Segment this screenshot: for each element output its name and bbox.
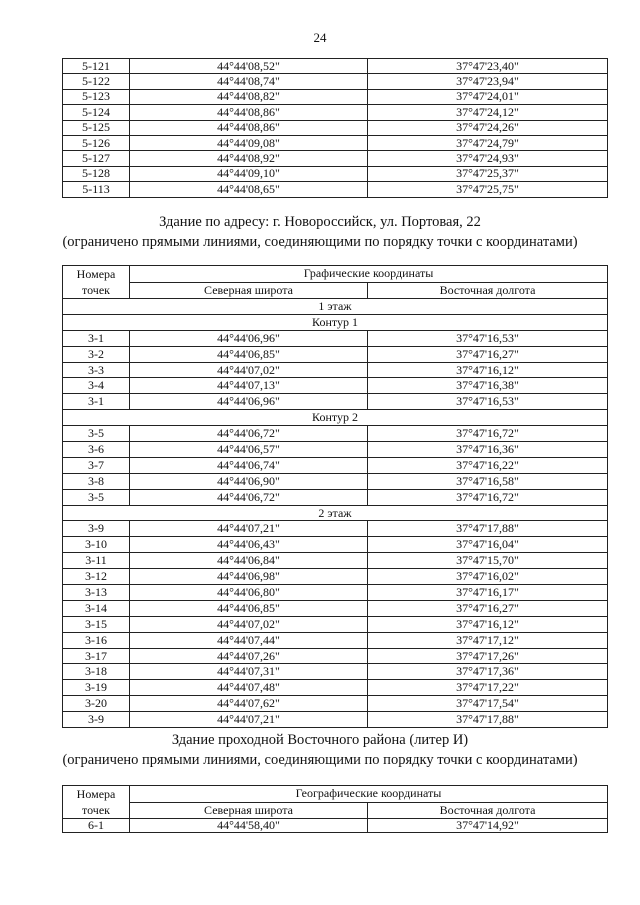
table-row bbox=[63, 600, 608, 616]
latitude: 44°44'06,85" bbox=[130, 600, 368, 616]
table-row bbox=[63, 648, 608, 664]
latitude: 44°44'09,10" bbox=[130, 166, 368, 181]
longitude: 37°47'24,01" bbox=[368, 89, 608, 104]
longitude: 37°47'16,58" bbox=[368, 473, 608, 489]
table-row bbox=[63, 696, 608, 712]
latitude: 44°44'06,43" bbox=[130, 537, 368, 553]
longitude: 37°47'23,94" bbox=[368, 74, 608, 89]
header-latitude: Северная широта bbox=[130, 802, 368, 819]
latitude: 44°44'06,80" bbox=[130, 585, 368, 601]
longitude: 37°47'16,22" bbox=[368, 457, 608, 473]
longitude: 37°47'16,04" bbox=[368, 537, 608, 553]
point-number: 3-13 bbox=[63, 585, 130, 601]
table-row bbox=[63, 537, 608, 553]
latitude: 44°44'08,74" bbox=[130, 74, 368, 89]
latitude: 44°44'07,02" bbox=[130, 362, 368, 378]
point-number: 3-9 bbox=[63, 712, 130, 728]
table-row bbox=[63, 166, 608, 181]
point-number: 3-5 bbox=[63, 489, 130, 505]
point-number: 3-16 bbox=[63, 632, 130, 648]
longitude: 37°47'17,26" bbox=[368, 648, 608, 664]
point-number: 3-1 bbox=[63, 394, 130, 410]
point-number: 5-126 bbox=[63, 135, 130, 150]
table-row bbox=[63, 151, 608, 166]
section-row bbox=[63, 299, 608, 315]
longitude: 37°47'24,93" bbox=[368, 151, 608, 166]
point-number: 3-9 bbox=[63, 521, 130, 537]
point-number: 3-7 bbox=[63, 457, 130, 473]
latitude: 44°44'06,72" bbox=[130, 489, 368, 505]
section-row bbox=[63, 505, 608, 521]
point-number: 5-128 bbox=[63, 166, 130, 181]
longitude: 37°47'16,27" bbox=[368, 346, 608, 362]
header-coordinates: Графические координаты bbox=[130, 266, 608, 283]
header-row bbox=[63, 786, 608, 803]
point-number: 3-10 bbox=[63, 537, 130, 553]
latitude: 44°44'08,65" bbox=[130, 182, 368, 197]
header-latitude: Северная широта bbox=[130, 282, 368, 299]
point-number: 3-3 bbox=[63, 362, 130, 378]
header-points: Номера точек bbox=[63, 786, 130, 819]
longitude: 37°47'25,37" bbox=[368, 166, 608, 181]
longitude: 37°47'16,17" bbox=[368, 585, 608, 601]
longitude: 37°47'14,92" bbox=[368, 819, 608, 833]
longitude: 37°47'17,54" bbox=[368, 696, 608, 712]
point-number: 3-12 bbox=[63, 569, 130, 585]
table-row bbox=[63, 182, 608, 197]
table-row bbox=[63, 521, 608, 537]
point-number: 3-14 bbox=[63, 600, 130, 616]
section-label: 2 этаж bbox=[63, 505, 608, 521]
coordinates-table-portovaya bbox=[62, 265, 608, 728]
table-row bbox=[63, 74, 608, 89]
latitude: 44°44'07,26" bbox=[130, 648, 368, 664]
header-row bbox=[63, 266, 608, 283]
page-number: 24 bbox=[313, 30, 327, 45]
latitude: 44°44'07,62" bbox=[130, 696, 368, 712]
point-number: 3-17 bbox=[63, 648, 130, 664]
table-row bbox=[63, 378, 608, 394]
latitude: 44°44'07,13" bbox=[130, 378, 368, 394]
section3-title: Здание проходной Восточного района (литер И) bbox=[171, 732, 469, 748]
point-number: 3-6 bbox=[63, 442, 130, 458]
table-row bbox=[63, 632, 608, 648]
point-number: 5-113 bbox=[63, 182, 130, 197]
table-row bbox=[63, 457, 608, 473]
section-row bbox=[63, 410, 608, 426]
longitude: 37°47'16,72" bbox=[368, 426, 608, 442]
latitude: 44°44'07,02" bbox=[130, 616, 368, 632]
point-number: 3-2 bbox=[63, 346, 130, 362]
latitude: 44°44'06,72" bbox=[130, 426, 368, 442]
coordinates-table-continued bbox=[62, 58, 608, 198]
point-number: 6-1 bbox=[63, 819, 130, 833]
latitude: 44°44'07,48" bbox=[130, 680, 368, 696]
point-number: 5-123 bbox=[63, 89, 130, 104]
point-number: 3-11 bbox=[63, 553, 130, 569]
longitude: 37°47'17,22" bbox=[368, 680, 608, 696]
longitude: 37°47'17,12" bbox=[368, 632, 608, 648]
table-row bbox=[63, 680, 608, 696]
longitude: 37°47'24,12" bbox=[368, 105, 608, 120]
table-row bbox=[63, 105, 608, 120]
latitude: 44°44'07,31" bbox=[130, 664, 368, 680]
table-row bbox=[63, 394, 608, 410]
table-row bbox=[63, 489, 608, 505]
section-label: 1 этаж bbox=[63, 299, 608, 315]
longitude: 37°47'15,70" bbox=[368, 553, 608, 569]
longitude: 37°47'24,26" bbox=[368, 120, 608, 135]
longitude: 37°47'16,72" bbox=[368, 489, 608, 505]
longitude: 37°47'16,53" bbox=[368, 330, 608, 346]
latitude: 44°44'06,74" bbox=[130, 457, 368, 473]
longitude: 37°47'17,88" bbox=[368, 712, 608, 728]
latitude: 44°44'08,86" bbox=[130, 120, 368, 135]
section3-subtitle: (ограничено прямыми линиями, соединяющими по порядку точки с координатами) bbox=[62, 752, 578, 768]
table-row bbox=[63, 819, 608, 833]
longitude: 37°47'16,38" bbox=[368, 378, 608, 394]
table-row bbox=[63, 712, 608, 728]
header-longitude: Восточная долгота bbox=[368, 282, 608, 299]
latitude: 44°44'07,44" bbox=[130, 632, 368, 648]
point-number: 5-125 bbox=[63, 120, 130, 135]
point-number: 3-15 bbox=[63, 616, 130, 632]
table-row bbox=[63, 120, 608, 135]
longitude: 37°47'16,12" bbox=[368, 362, 608, 378]
point-number: 3-18 bbox=[63, 664, 130, 680]
table-row bbox=[63, 330, 608, 346]
point-number: 5-122 bbox=[63, 74, 130, 89]
header-longitude: Восточная долгота bbox=[368, 802, 608, 819]
table-row bbox=[63, 473, 608, 489]
point-number: 5-121 bbox=[63, 59, 130, 74]
section-label: Контур 1 bbox=[63, 314, 608, 330]
latitude: 44°44'06,90" bbox=[130, 473, 368, 489]
latitude: 44°44'08,86" bbox=[130, 105, 368, 120]
latitude: 44°44'06,98" bbox=[130, 569, 368, 585]
table-row bbox=[63, 362, 608, 378]
longitude: 37°47'17,88" bbox=[368, 521, 608, 537]
point-number: 3-8 bbox=[63, 473, 130, 489]
point-number: 3-1 bbox=[63, 330, 130, 346]
table-row bbox=[63, 553, 608, 569]
header-coordinates: Географические координаты bbox=[130, 786, 608, 803]
longitude: 37°47'17,36" bbox=[368, 664, 608, 680]
latitude: 44°44'06,96" bbox=[130, 330, 368, 346]
table-row bbox=[63, 442, 608, 458]
latitude: 44°44'09,08" bbox=[130, 135, 368, 150]
point-number: 5-124 bbox=[63, 105, 130, 120]
longitude: 37°47'16,02" bbox=[368, 569, 608, 585]
latitude: 44°44'06,84" bbox=[130, 553, 368, 569]
table-row bbox=[63, 569, 608, 585]
table-row bbox=[63, 346, 608, 362]
latitude: 44°44'07,21" bbox=[130, 712, 368, 728]
latitude: 44°44'08,82" bbox=[130, 89, 368, 104]
table-row bbox=[63, 616, 608, 632]
header-points: Номера точек bbox=[63, 266, 130, 299]
table-row bbox=[63, 89, 608, 104]
header-row bbox=[63, 282, 608, 299]
latitude: 44°44'58,40" bbox=[130, 819, 368, 833]
latitude: 44°44'06,57" bbox=[130, 442, 368, 458]
point-number: 5-127 bbox=[63, 151, 130, 166]
latitude: 44°44'08,52" bbox=[130, 59, 368, 74]
point-number: 3-5 bbox=[63, 426, 130, 442]
table-row bbox=[63, 585, 608, 601]
longitude: 37°47'24,79" bbox=[368, 135, 608, 150]
section-label: Контур 2 bbox=[63, 410, 608, 426]
latitude: 44°44'08,92" bbox=[130, 151, 368, 166]
longitude: 37°47'23,40" bbox=[368, 59, 608, 74]
section2-title: Здание по адресу: г. Новороссийск, ул. Портовая, 22 bbox=[159, 214, 481, 230]
table-row bbox=[63, 664, 608, 680]
longitude: 37°47'16,27" bbox=[368, 600, 608, 616]
table-row bbox=[63, 59, 608, 74]
section-row bbox=[63, 314, 608, 330]
table-row bbox=[63, 135, 608, 150]
point-number: 3-20 bbox=[63, 696, 130, 712]
longitude: 37°47'16,12" bbox=[368, 616, 608, 632]
point-number: 3-4 bbox=[63, 378, 130, 394]
point-number: 3-19 bbox=[63, 680, 130, 696]
latitude: 44°44'07,21" bbox=[130, 521, 368, 537]
longitude: 37°47'16,53" bbox=[368, 394, 608, 410]
latitude: 44°44'06,96" bbox=[130, 394, 368, 410]
header-row bbox=[63, 802, 608, 819]
longitude: 37°47'25,75" bbox=[368, 182, 608, 197]
latitude: 44°44'06,85" bbox=[130, 346, 368, 362]
coordinates-table-checkpoint bbox=[62, 785, 608, 833]
longitude: 37°47'16,36" bbox=[368, 442, 608, 458]
table-row bbox=[63, 426, 608, 442]
section2-subtitle: (ограничено прямыми линиями, соединяющими по порядку точки с координатами) bbox=[62, 234, 578, 250]
